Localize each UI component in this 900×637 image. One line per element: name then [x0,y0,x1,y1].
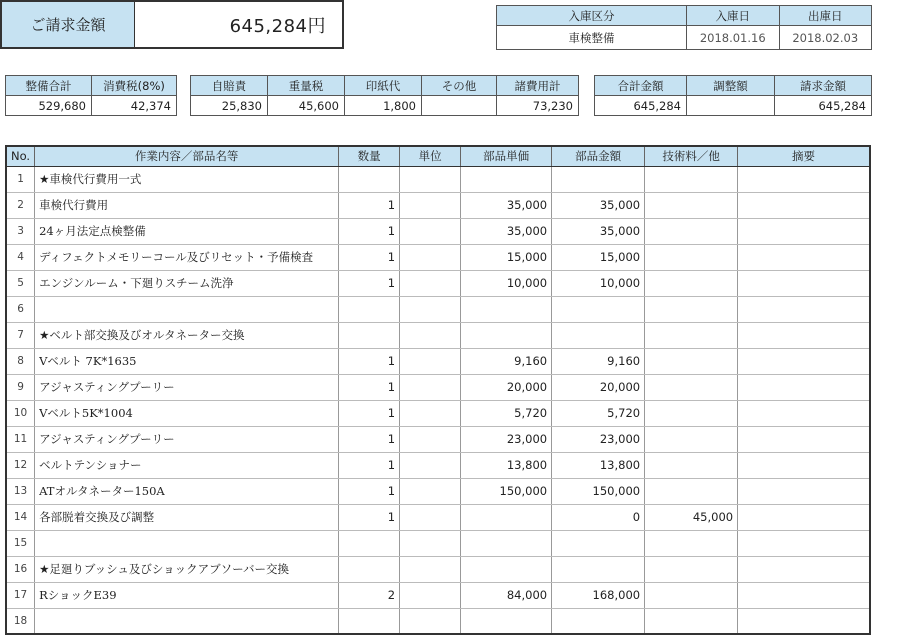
row-quantity: 2 [339,582,400,608]
row-quantity [339,530,400,556]
row-remarks [738,192,870,218]
row-description: ベルトテンショナー [35,452,339,478]
exit-date-header: 出庫日 [779,6,872,26]
row-unit [400,244,461,270]
row-description [35,296,339,322]
row-labor [645,192,738,218]
row-parts-amount: 35,000 [552,192,645,218]
entry-info-table [496,5,872,50]
row-number: 7 [6,322,35,348]
entry-type-header: 入庫区分 [497,6,687,26]
fees-total-value: 73,230 [497,96,579,116]
row-number: 16 [6,556,35,582]
table-row [6,608,870,634]
row-parts-amount [552,608,645,634]
row-remarks [738,322,870,348]
table-row [6,504,870,530]
row-unit-price: 23,000 [461,426,552,452]
weight-tax-header: 重量税 [268,76,345,96]
col-header-parts-amount: 部品金額 [552,146,645,166]
row-unit-price: 150,000 [461,478,552,504]
line-items-table [5,145,871,635]
row-unit [400,166,461,192]
row-remarks [738,270,870,296]
table-row [6,348,870,374]
row-parts-amount [552,166,645,192]
row-description: 各部脱着交換及び調整 [35,504,339,530]
table-row [6,426,870,452]
row-parts-amount: 0 [552,504,645,530]
row-unit-price: 20,000 [461,374,552,400]
row-description: ★車検代行費用一式 [35,166,339,192]
row-number: 11 [6,426,35,452]
row-description: RショックE39 [35,582,339,608]
row-number: 10 [6,400,35,426]
row-quantity: 1 [339,270,400,296]
row-labor: 45,000 [645,504,738,530]
row-number: 15 [6,530,35,556]
table-row [6,400,870,426]
row-labor [645,218,738,244]
grand-total-header: 合計金額 [595,76,687,96]
row-number: 6 [6,296,35,322]
row-remarks [738,296,870,322]
table-row [6,270,870,296]
row-unit [400,348,461,374]
maintenance-summary-table [5,75,177,116]
entry-date-value: 2018.01.16 [687,26,780,50]
row-parts-amount: 5,720 [552,400,645,426]
row-remarks [738,452,870,478]
row-unit-price [461,322,552,348]
row-unit-price [461,530,552,556]
row-labor [645,452,738,478]
liability-insurance-value: 25,830 [191,96,268,116]
row-description [35,530,339,556]
row-unit-price: 35,000 [461,218,552,244]
row-quantity: 1 [339,218,400,244]
col-header-labor: 技術料／他 [645,146,738,166]
col-header-unit-price: 部品単価 [461,146,552,166]
table-row [6,374,870,400]
row-description: ディフェクトメモリーコール及びリセット・予備検査 [35,244,339,270]
row-labor [645,530,738,556]
tax-value: 42,374 [92,96,177,116]
row-unit-price [461,296,552,322]
row-remarks [738,582,870,608]
row-unit [400,192,461,218]
row-parts-amount: 23,000 [552,426,645,452]
table-row [6,478,870,504]
row-unit-price: 84,000 [461,582,552,608]
row-parts-amount: 15,000 [552,244,645,270]
col-header-remarks: 摘要 [738,146,870,166]
invoice-total-label: ご請求金額 [2,2,135,47]
row-unit-price [461,166,552,192]
row-parts-amount [552,530,645,556]
table-row [6,582,870,608]
row-unit-price: 35,000 [461,192,552,218]
row-remarks [738,504,870,530]
row-remarks [738,374,870,400]
row-unit [400,400,461,426]
row-unit [400,452,461,478]
row-quantity [339,556,400,582]
billing-amount-header: 請求金額 [775,76,872,96]
other-fee-value [422,96,497,116]
row-labor [645,270,738,296]
row-unit-price [461,556,552,582]
row-number: 1 [6,166,35,192]
row-labor [645,478,738,504]
row-remarks [738,530,870,556]
row-parts-amount: 168,000 [552,582,645,608]
table-row [6,322,870,348]
row-remarks [738,400,870,426]
liability-insurance-header: 自賠責 [191,76,268,96]
row-unit [400,322,461,348]
row-number: 4 [6,244,35,270]
row-labor [645,426,738,452]
table-row [6,296,870,322]
adjustment-header: 調整額 [687,76,775,96]
row-remarks [738,244,870,270]
row-labor [645,608,738,634]
row-remarks [738,608,870,634]
row-parts-amount: 35,000 [552,218,645,244]
row-quantity [339,296,400,322]
row-quantity [339,166,400,192]
row-quantity [339,608,400,634]
row-remarks [738,166,870,192]
row-parts-amount: 13,800 [552,452,645,478]
row-parts-amount [552,322,645,348]
grand-summary-table [594,75,872,116]
row-labor [645,166,738,192]
row-description: ★ベルト部交換及びオルタネーター交換 [35,322,339,348]
row-parts-amount: 9,160 [552,348,645,374]
row-quantity: 1 [339,426,400,452]
row-unit [400,530,461,556]
row-remarks [738,218,870,244]
row-unit-price [461,504,552,530]
weight-tax-value: 45,600 [268,96,345,116]
row-unit [400,504,461,530]
table-row [6,452,870,478]
col-header-unit: 単位 [400,146,461,166]
row-parts-amount [552,296,645,322]
table-row [6,218,870,244]
row-number: 3 [6,218,35,244]
row-unit [400,556,461,582]
row-quantity: 1 [339,244,400,270]
fees-total-header: 諸費用計 [497,76,579,96]
row-description: ★足廻りブッシュ及びショックアブソーバー交換 [35,556,339,582]
row-quantity: 1 [339,400,400,426]
invoice-total-value: 645,284円 [229,15,326,37]
row-unit [400,218,461,244]
adjustment-value [687,96,775,116]
row-labor [645,556,738,582]
stamp-fee-value: 1,800 [345,96,422,116]
row-unit-price: 10,000 [461,270,552,296]
row-parts-amount: 10,000 [552,270,645,296]
row-quantity: 1 [339,374,400,400]
row-remarks [738,556,870,582]
row-quantity: 1 [339,192,400,218]
row-description: アジャスティングプーリー [35,426,339,452]
row-number: 17 [6,582,35,608]
exit-date-value: 2018.02.03 [779,26,872,50]
row-quantity: 1 [339,478,400,504]
row-labor [645,244,738,270]
row-quantity: 1 [339,348,400,374]
row-remarks [738,478,870,504]
row-description: Vベルト5K*1004 [35,400,339,426]
row-number: 12 [6,452,35,478]
invoice-total-box [0,0,344,49]
row-unit [400,426,461,452]
row-unit [400,478,461,504]
row-number: 2 [6,192,35,218]
row-unit-price: 15,000 [461,244,552,270]
col-header-no: No. [6,146,35,166]
row-unit-price: 13,800 [461,452,552,478]
row-labor [645,582,738,608]
table-header-row [6,146,870,166]
row-unit-price: 9,160 [461,348,552,374]
row-unit [400,296,461,322]
row-labor [645,400,738,426]
col-header-quantity: 数量 [339,146,400,166]
row-description: アジャスティングプーリー [35,374,339,400]
table-row [6,166,870,192]
row-labor [645,322,738,348]
row-unit [400,374,461,400]
table-row [6,192,870,218]
fees-summary-table [190,75,579,116]
stamp-fee-header: 印紙代 [345,76,422,96]
maintenance-total-value: 529,680 [6,96,92,116]
tax-header: 消費税(8%) [92,76,177,96]
maintenance-total-header: 整備合計 [6,76,92,96]
row-description: Vベルト 7K*1635 [35,348,339,374]
row-number: 9 [6,374,35,400]
row-number: 8 [6,348,35,374]
grand-total-value: 645,284 [595,96,687,116]
row-unit [400,608,461,634]
table-row [6,556,870,582]
table-row [6,244,870,270]
row-quantity: 1 [339,504,400,530]
row-number: 13 [6,478,35,504]
row-unit-price: 5,720 [461,400,552,426]
row-labor [645,348,738,374]
entry-date-header: 入庫日 [687,6,780,26]
row-description: 24ヶ月法定点検整備 [35,218,339,244]
row-parts-amount: 20,000 [552,374,645,400]
row-remarks [738,348,870,374]
col-header-description: 作業内容／部品名等 [35,146,339,166]
row-labor [645,374,738,400]
entry-type-value: 車検整備 [497,26,687,50]
row-number: 18 [6,608,35,634]
row-remarks [738,426,870,452]
row-description: エンジンルーム・下廻りスチーム洗浄 [35,270,339,296]
row-description: 車検代行費用 [35,192,339,218]
row-description [35,608,339,634]
row-number: 5 [6,270,35,296]
row-unit-price [461,608,552,634]
row-labor [645,296,738,322]
row-quantity [339,322,400,348]
row-unit [400,582,461,608]
row-description: ATオルタネーター150A [35,478,339,504]
other-fee-header: その他 [422,76,497,96]
table-row [6,530,870,556]
row-parts-amount: 150,000 [552,478,645,504]
row-unit [400,270,461,296]
row-number: 14 [6,504,35,530]
row-quantity: 1 [339,452,400,478]
billing-amount-value: 645,284 [775,96,872,116]
row-parts-amount [552,556,645,582]
